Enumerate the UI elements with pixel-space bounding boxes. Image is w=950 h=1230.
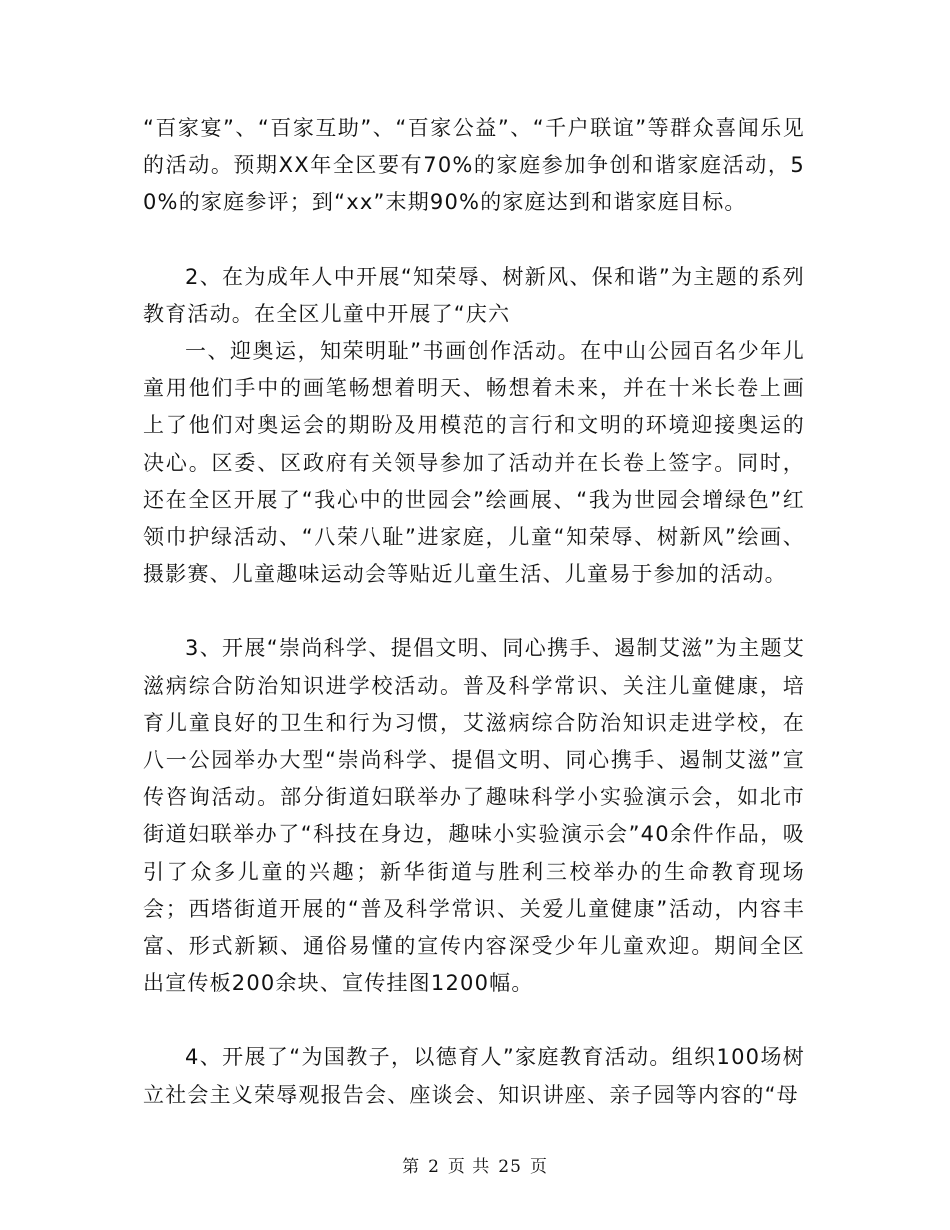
paragraph-2: 2、在为成年人中开展“知荣辱、树新风、保和谐”为主题的系列教育活动。在全区儿童中开展了“庆六: [143, 264, 805, 326]
paragraph-gap: [143, 593, 805, 630]
footer-suffix: 页: [529, 1157, 548, 1177]
page-footer: [0, 1152, 950, 1177]
footer-total-pages: 25: [498, 1157, 522, 1177]
paragraph-gap: [143, 222, 805, 259]
paragraph-1: “百家宴”、“百家互助”、“百家公益”、“千户联谊”等群众喜闻乐见的活动。预期XX年全区要有70%的家庭参加争创和谐家庭活动，50%的家庭参评；到“xx”末期90%的家庭达到和谐家庭目标。: [143, 116, 805, 215]
paragraph-4: 3、开展“崇尚科学、提倡文明、同心携手、遏制艾滋”为主题艾滋病综合防治知识进学校活动。普及科学常识、关注儿童健康，培育儿童良好的卫生和行为习惯，艾滋病综合防治知识走进学校，在八一公园举办大型“崇尚科学、提倡文明、同心携手、遏制艾滋”宣传咨询活动。部分街道妇联举办了趣味科学小实验演示会，如北市街道妇联举办了“科技在身边，趣味小实验演示会”40余件作品，吸引了众多儿童的兴趣；新华街道与胜利三校举办的生命教育现场会；西塔街道开展的“普及科学常识、关爱儿童健康”活动，内容丰富、形式新颖、通俗易懂的宣传内容深受少年儿童欢迎。期间全区出宣传板200余块、宣传挂图1200幅。: [143, 636, 805, 996]
footer-middle: 页 共: [447, 1157, 491, 1177]
paragraph-gap: [143, 1002, 805, 1039]
paragraph-5: 4、开展了“为国教子，以德育人”家庭教育活动。组织100场树立社会主义荣辱观报告会、座谈会、知识讲座、亲子园等内容的“母: [143, 1045, 805, 1107]
footer-prefix: 第: [402, 1157, 421, 1177]
document-body: [143, 110, 805, 1114]
paragraph-3: 一、迎奥运，知荣明耻”书画创作活动。在中山公园百名少年儿童用他们手中的画笔畅想着明天、畅想着未来，并在十米长卷上画上了他们对奥运会的期盼及用模范的言行和文明的环境迎接奥运的决心。区委、区政府有关领导参加了活动并在长卷上签字。同时，还在全区开展了“我心中的世园会”绘画展、“我为世园会增绿色”红领巾护绿活动、“八荣八耻”进家庭，儿童“知荣辱、树新风”绘画、摄影赛、儿童趣味运动会等贴近儿童生活、儿童易于参加的活动。: [143, 339, 805, 587]
footer-page-number: 2: [428, 1157, 440, 1177]
